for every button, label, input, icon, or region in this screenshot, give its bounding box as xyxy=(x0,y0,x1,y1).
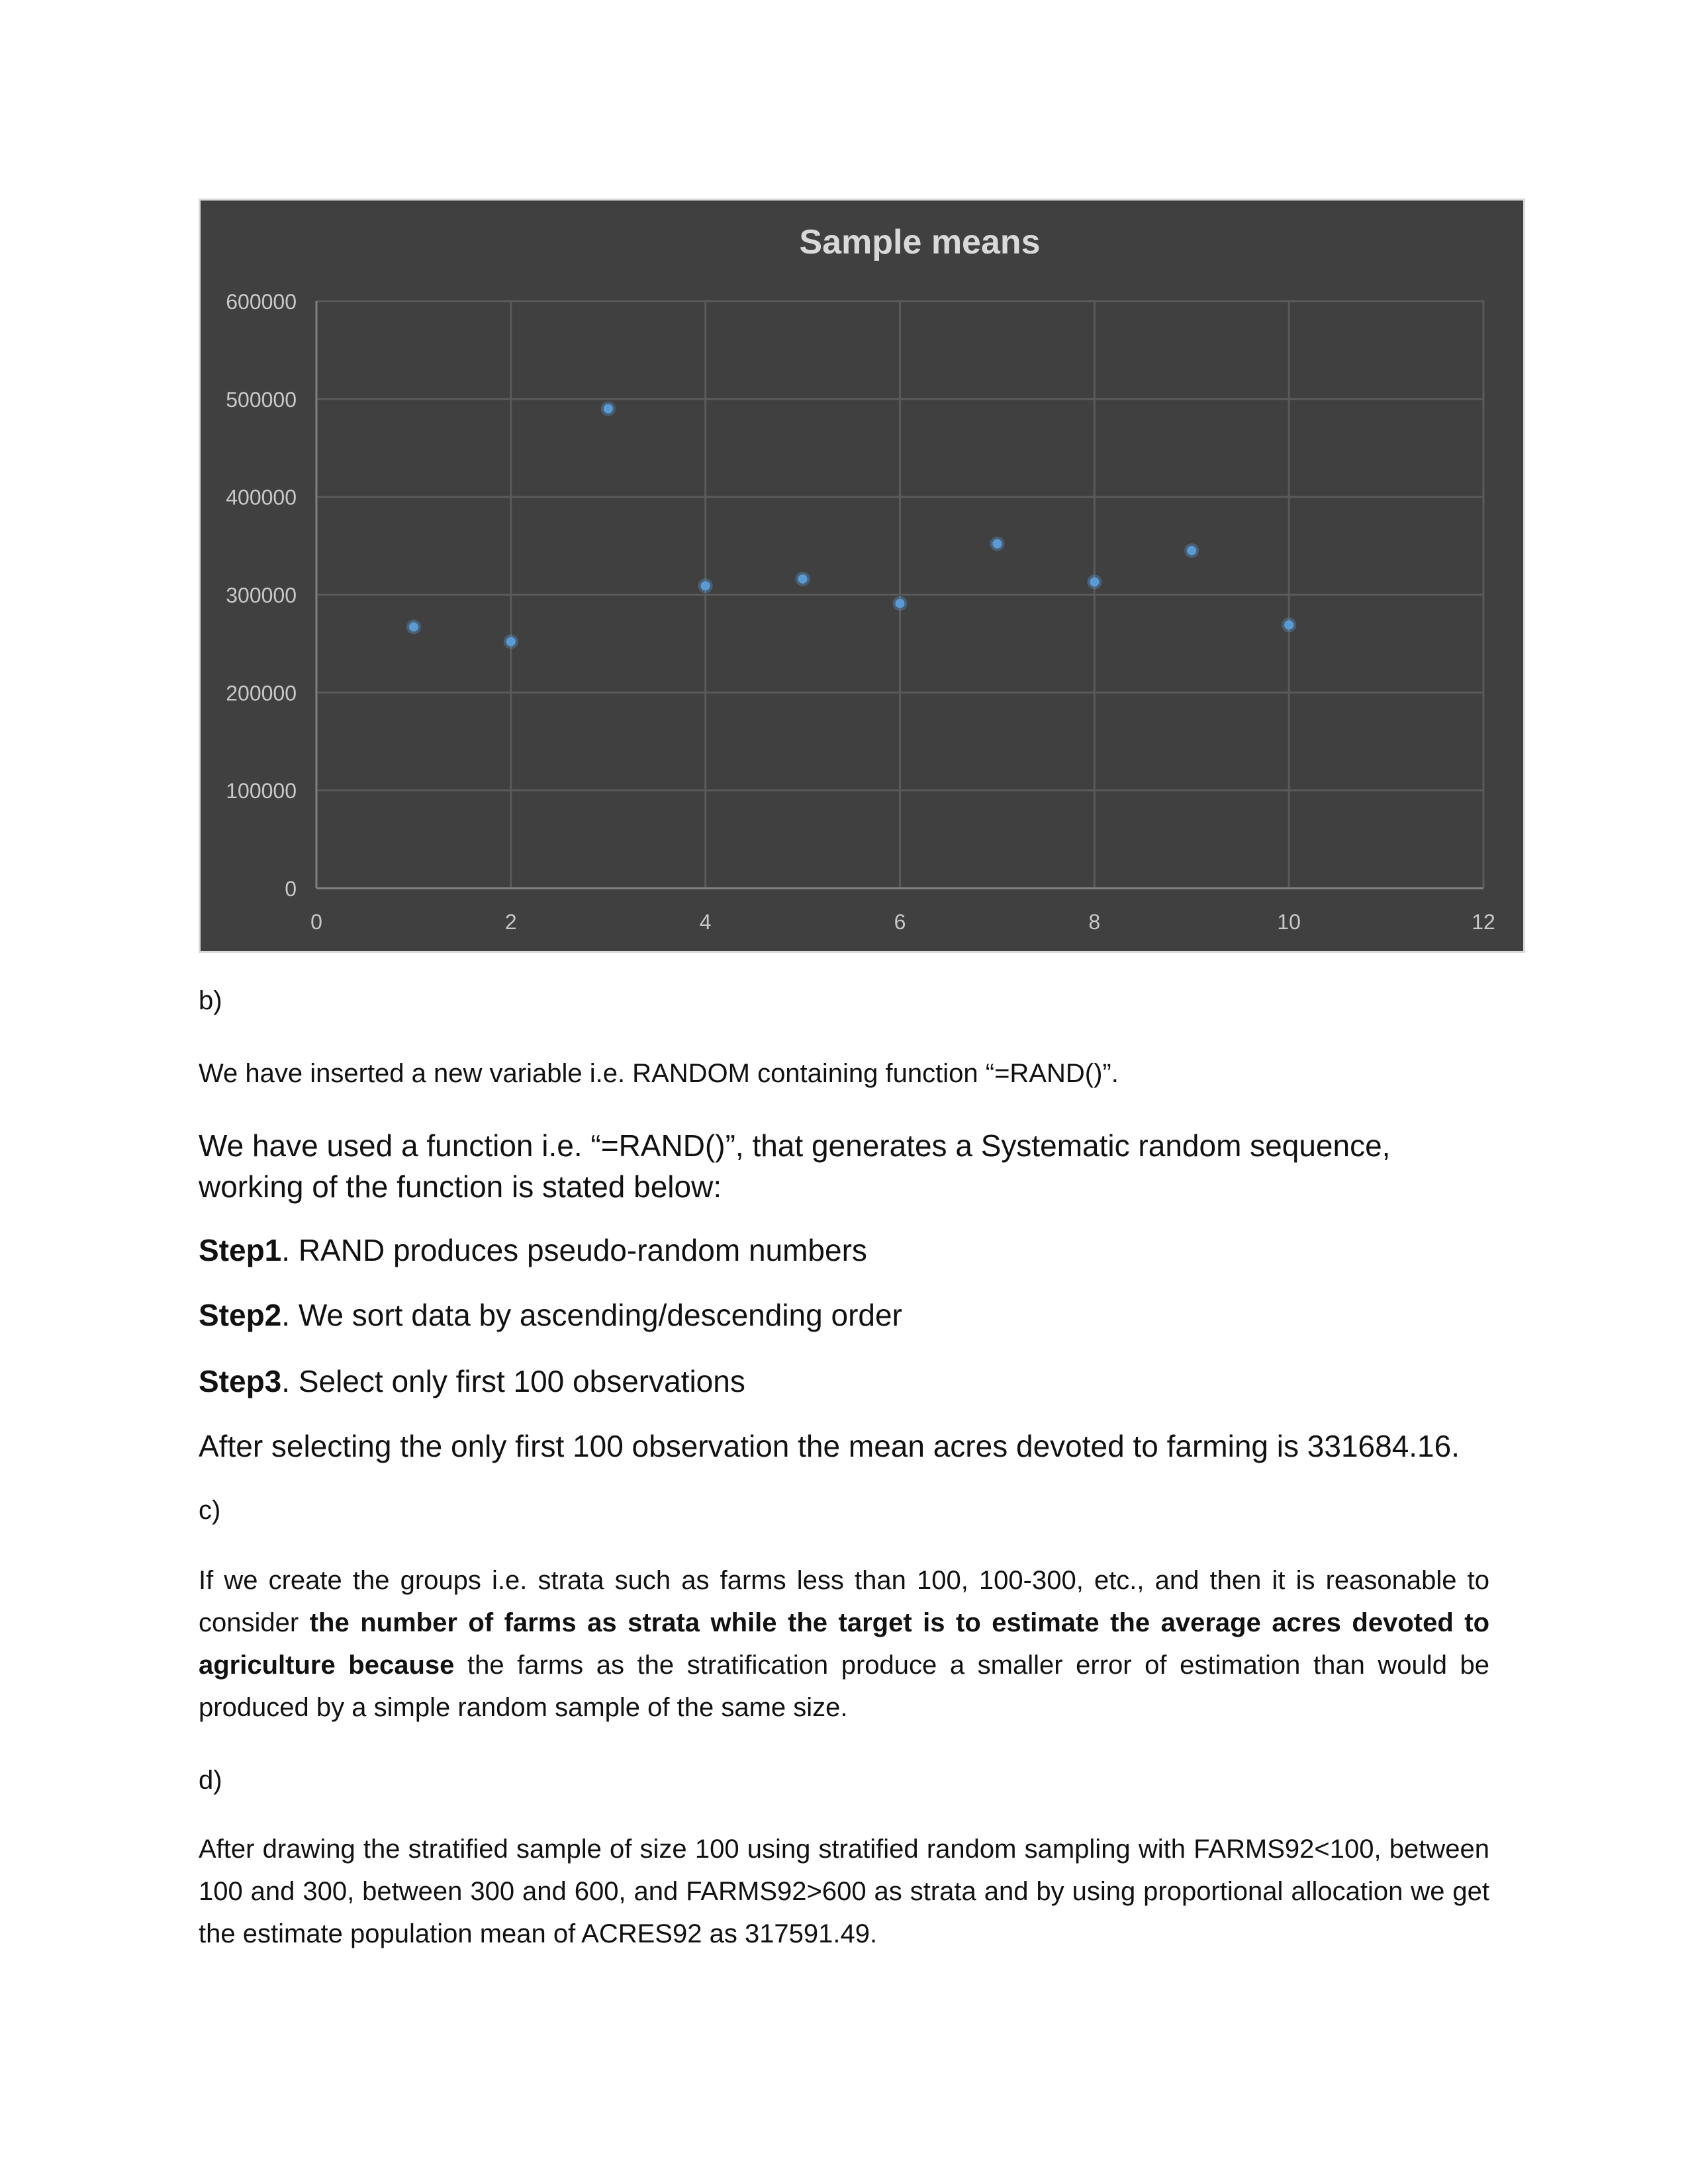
section-b-label: b) xyxy=(199,986,222,1015)
x-tick-label: 12 xyxy=(1472,910,1495,934)
section-b-paragraph-2: We have used a function i.e. “=RAND()”, that generates a Systematic random sequence, working of the function is stated below: xyxy=(199,1128,1391,1204)
data-point xyxy=(1187,546,1196,555)
y-tick-label: 200000 xyxy=(226,681,297,705)
step-2-text: . We sort data by ascending/descending order xyxy=(281,1298,902,1332)
x-tick-label: 2 xyxy=(504,910,517,934)
y-tick-label: 0 xyxy=(285,877,297,901)
data-point xyxy=(701,581,710,590)
x-tick-label: 10 xyxy=(1277,910,1301,934)
step-3-text: . Select only first 100 observations xyxy=(281,1364,745,1398)
x-tick-label: 8 xyxy=(1088,910,1101,934)
data-point xyxy=(409,622,418,631)
section-b-paragraph-3: After selecting the only first 100 observation the mean acres devoted to farming is 331684.16. xyxy=(199,1429,1460,1463)
x-tick-label: 4 xyxy=(699,910,712,934)
chart-canvas xyxy=(201,201,1527,955)
step-1-label: Step1 xyxy=(199,1233,282,1267)
y-tick-label: 500000 xyxy=(226,387,297,412)
step-2 xyxy=(199,1295,1489,1336)
data-point xyxy=(896,599,905,608)
step-1 xyxy=(199,1230,1489,1271)
data-point xyxy=(1090,577,1099,586)
section-c-text-a: If we create the groups i.e. strata such as farms less than 100, 100-300, etc., and then it is reasonable to consider xyxy=(199,1566,1489,1637)
chart-title: Sample means xyxy=(799,223,1041,261)
step-3 xyxy=(199,1361,1489,1402)
sample-means-chart xyxy=(199,199,1525,953)
data-point xyxy=(1284,620,1293,629)
section-d-paragraph: After drawing the stratified sample of size 100 using stratified random sampling with FARMS92<100, between 100 and 300, between 300 and 600, and FARMS92>600 as strata and by using proportional allocation we get the estimate population mean of ACRES92 as 317591.49. xyxy=(199,1835,1489,1948)
section-b-paragraph-1: We have inserted a new variable i.e. RANDOM containing function “=RAND()”. xyxy=(199,1059,1119,1088)
x-tick-label: 0 xyxy=(310,910,322,934)
section-c-text-b: the farms as the stratification produce a smaller error of estimation than would be produced by a simple random sample of the same size. xyxy=(199,1651,1490,1722)
section-c-paragraph xyxy=(199,1559,1489,1729)
y-tick-label: 600000 xyxy=(226,290,297,314)
data-point xyxy=(992,539,1002,549)
y-tick-label: 300000 xyxy=(226,583,297,608)
section-c-text-bold: the number of farms as strata while the target is to estimate the average acres devoted to agriculture because xyxy=(199,1608,1490,1680)
section-d-label: d) xyxy=(199,1766,222,1795)
data-point xyxy=(506,637,516,646)
step-3-label: Step3 xyxy=(199,1364,282,1398)
y-tick-label: 100000 xyxy=(226,779,297,803)
section-c-label: c) xyxy=(199,1496,221,1525)
data-point xyxy=(604,404,613,414)
y-tick-label: 400000 xyxy=(226,485,297,510)
step-2-label: Step2 xyxy=(199,1298,282,1332)
x-tick-label: 6 xyxy=(894,910,906,934)
data-point xyxy=(798,574,808,584)
step-1-text: . RAND produces pseudo-random numbers xyxy=(281,1233,867,1267)
